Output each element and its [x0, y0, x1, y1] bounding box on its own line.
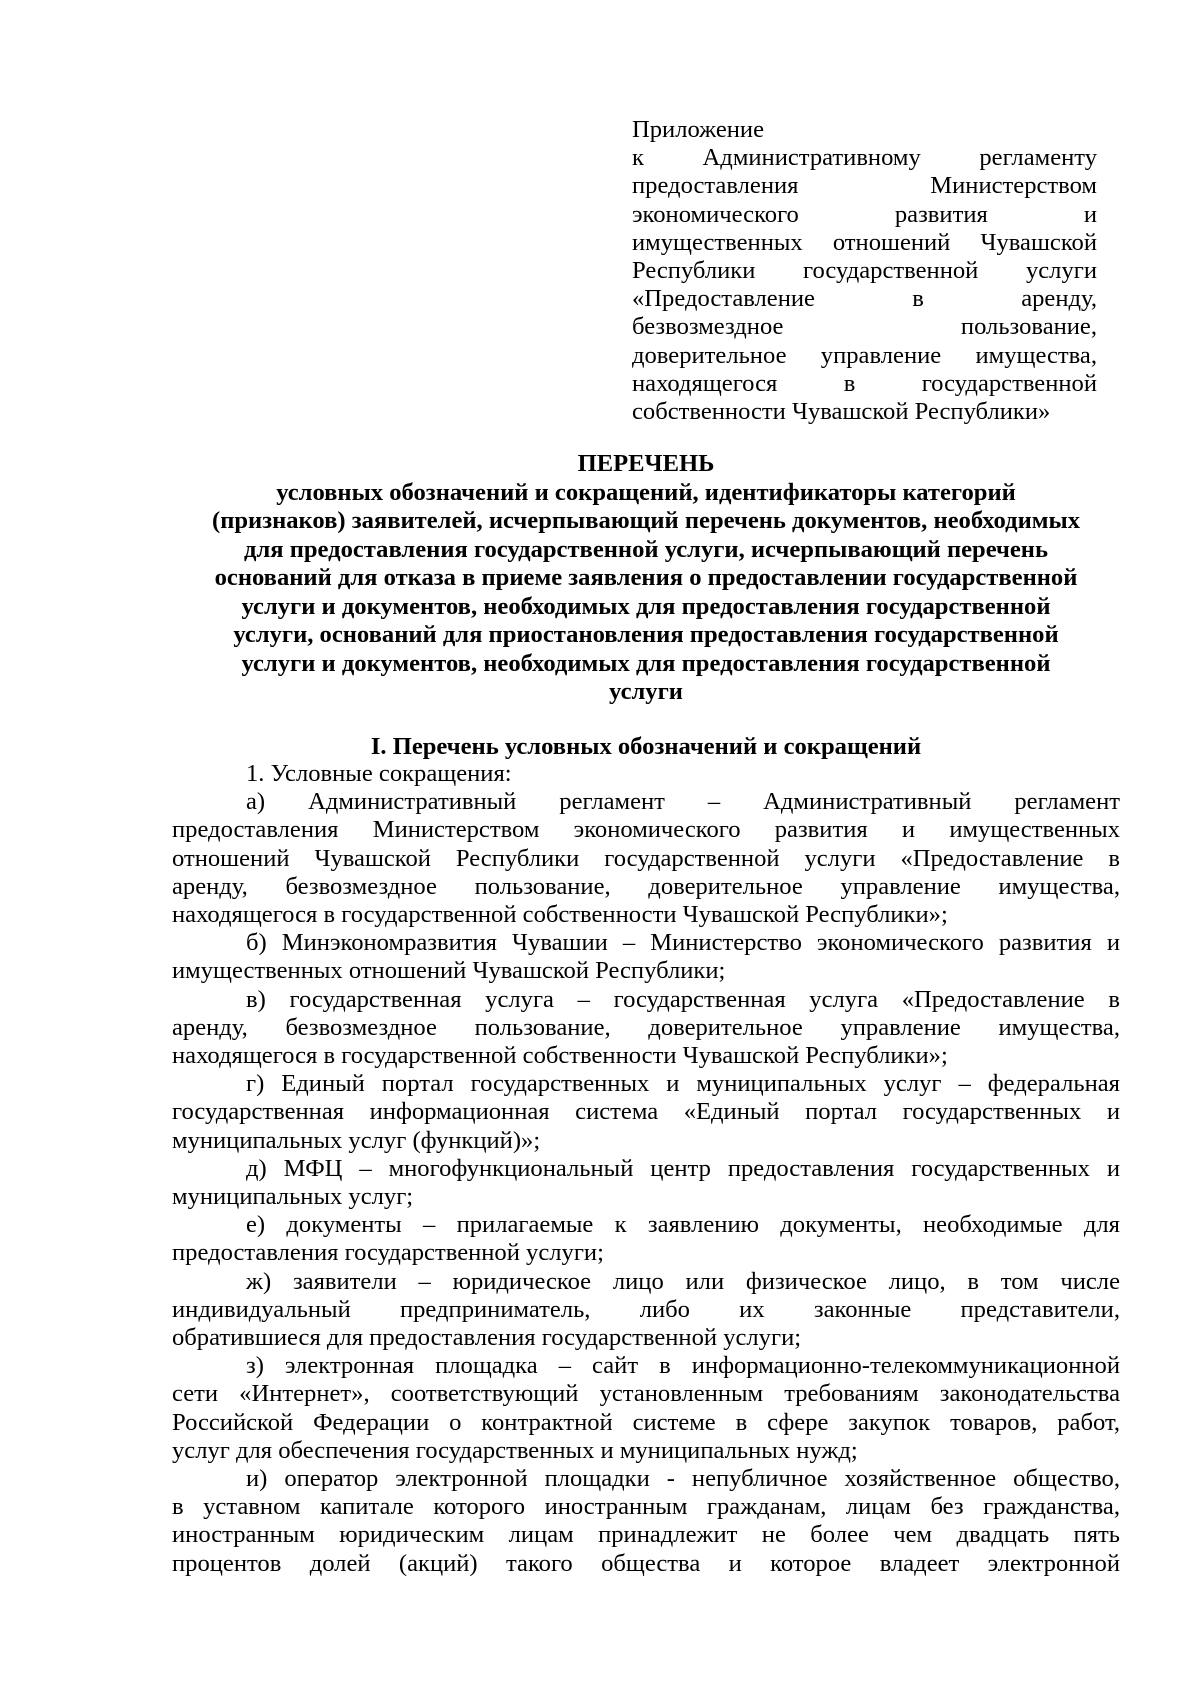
appendix-line: «Предоставление в аренду, [632, 285, 1097, 313]
title-line: (признаков) заявителей, исчерпывающий перечень документов, необходимых [212, 507, 1080, 534]
title-line: услуги и документов, необходимых для предоставления государственной [241, 592, 1051, 620]
body-line: предоставления Министерством экономического развития и имущественных [172, 816, 1120, 844]
body-line: Российской Федерации о контрактной системе в сфере закупок товаров, работ, [172, 1408, 1120, 1436]
body-line: государственная информационная система «Единый портал государственных и [172, 1098, 1120, 1126]
body-line: з) электронная площадка – сайт в информационно-телекоммуникационной [246, 1352, 1120, 1380]
body-line: муниципальных услуг (функций)»; [172, 1126, 541, 1154]
body-line: а) Административный регламент – Административный регламент [246, 788, 1120, 816]
appendix-line: экономического развития и [632, 200, 1097, 228]
body-line: аренду, безвозмездное пользование, доверительное управление имущества, [172, 1013, 1120, 1041]
appendix-line: имущественных отношений Чувашской [632, 228, 1097, 256]
body-line: находящегося в государственной собственности Чувашской Республики»; [172, 901, 948, 929]
appendix-line: к Административному регламенту [632, 144, 1097, 172]
appendix-line: безвозмездное пользование, [632, 313, 1097, 341]
body-line: 1. Условные сокращения: [246, 760, 512, 787]
body-line: б) Минэкономразвития Чувашии – Министерство экономического развития и [246, 929, 1120, 957]
appendix-line: находящегося в государственной [632, 369, 1097, 397]
appendix-block [632, 116, 1097, 426]
title-line: условных обозначений и сокращений, идентификаторы категорий [276, 478, 1016, 506]
body-line: услуг для обеспечения государственных и муниципальных нужд; [172, 1436, 858, 1464]
appendix-line: предоставления Министерством [632, 172, 1097, 200]
body-line: д) МФЦ – многофункциональный центр предоставления государственных и [246, 1154, 1120, 1182]
body-line: иностранным юридическим лицам принадлежит не более чем двадцать пять [172, 1521, 1120, 1549]
title-line: услуги и документов, необходимых для предоставления государственной [241, 649, 1051, 677]
title-line: оснований для отказа в приеме заявления о предоставлении государственной [214, 564, 1078, 591]
title-heading: ПЕРЕЧЕНЬ [577, 450, 715, 477]
appendix-line: Республики государственной услуги [632, 257, 1097, 285]
document-title [150, 450, 1142, 707]
title-line: услуги [609, 678, 683, 705]
body-text [172, 760, 1120, 1578]
section-heading: I. Перечень условных обозначений и сокращений [370, 733, 922, 760]
body-line: сети «Интернет», соответствующий установленным требованиям законодательства [172, 1380, 1120, 1408]
title-line: услуги, оснований для приостановления предоставления государственной [233, 621, 1059, 648]
appendix-line: Приложение [632, 116, 764, 143]
body-line: имущественных отношений Чувашской Республики; [172, 957, 726, 985]
body-line: в уставном капитале которого иностранным гражданам, лицам без гражданства, [172, 1493, 1120, 1521]
body-line: процентов долей (акций) такого общества и которое владеет электронной [172, 1549, 1120, 1577]
body-line: ж) заявители – юридическое лицо или физическое лицо, в том числе [246, 1267, 1120, 1295]
appendix-line: доверительное управление имущества, [632, 341, 1097, 369]
body-line: и) оператор электронной площадки - непубличное хозяйственное общество, [246, 1465, 1120, 1493]
body-line: обратившиеся для предоставления государственной услуги; [172, 1324, 802, 1352]
body-line: предоставления государственной услуги; [172, 1239, 604, 1267]
body-line: находящегося в государственной собственности Чувашской Республики»; [172, 1042, 948, 1070]
body-line: аренду, безвозмездное пользование, доверительное управление имущества, [172, 872, 1120, 900]
body-line: индивидуальный предприниматель, либо их законные представители, [172, 1295, 1120, 1323]
body-line: муниципальных услуг; [172, 1183, 414, 1211]
body-line: в) государственная услуга – государственная услуга «Предоставление в [246, 985, 1120, 1013]
title-line: для предоставления государственной услуги, исчерпывающий перечень [244, 535, 1048, 563]
body-line: отношений Чувашской Республики государственной услуги «Предоставление в [172, 844, 1120, 872]
body-line: г) Единый портал государственных и муниципальных услуг – федеральная [246, 1070, 1120, 1098]
appendix-line: собственности Чувашской Республики» [632, 398, 1051, 426]
body-line: е) документы – прилагаемые к заявлению документы, необходимые для [246, 1211, 1120, 1239]
